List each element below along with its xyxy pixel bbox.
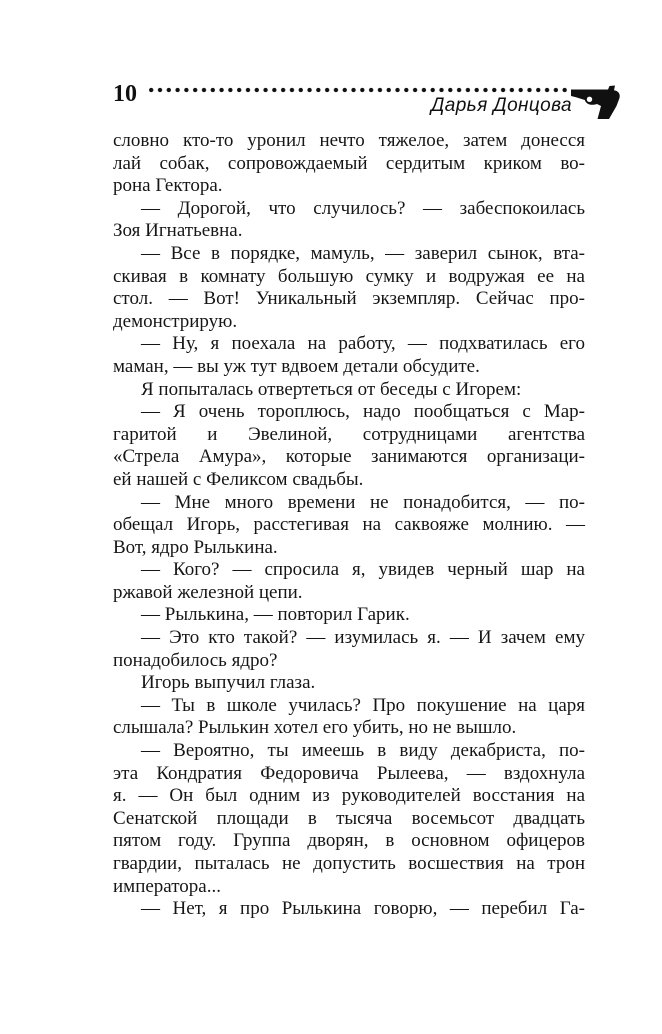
text-line: гаритой и Эвелиной, сотрудницами агентства	[113, 423, 585, 445]
text-line: понадобилось ядро?	[113, 649, 278, 671]
text-line: Игорь выпучил глаза.	[141, 672, 316, 694]
text-line: — Рылькина, — повторил Гарик.	[141, 604, 410, 626]
dotted-rule	[149, 87, 571, 93]
text-line: Зоя Игнатьевна.	[113, 220, 243, 242]
text-line: я. — Он был одним из руководителей восстания на	[113, 785, 585, 807]
text-line: — Все в порядке, мамуль, — заверил сынок, вта-	[141, 242, 585, 264]
revolver-gun-icon	[570, 84, 622, 121]
text-line: императора...	[113, 875, 221, 897]
text-line: ей нашей с Феликсом свадьбы.	[113, 468, 364, 490]
text-line: пятом году. Группа дворян, в основном офицеров	[113, 830, 585, 852]
text-line: Я попыталась отвертеться от беседы с Игорем:	[141, 378, 522, 400]
text-line: — Ну, я поехала на работу, — подхватилась его	[141, 333, 585, 355]
page-text	[113, 130, 585, 921]
text-line: словно кто-то уронил нечто тяжелое, затем донесся	[113, 130, 585, 151]
text-line: маман, — вы уж тут вдвоем детали обсудите.	[113, 355, 480, 377]
text-line: обещал Игорь, расстегивая на саквояже молнию. —	[113, 514, 585, 536]
text-line: — Кого? — спросила я, увидев черный шар на	[141, 559, 585, 581]
text-line: скивая в комнату большую сумку и водружая ее на	[113, 265, 585, 287]
text-line: Сенатской площади в тысяча восемьсот двадцать	[113, 807, 585, 829]
text-line: «Стрела Амура», которые занимаются организаци-	[113, 446, 585, 468]
text-line: — Это кто такой? — изумилась я. — И зачем ему	[141, 627, 585, 649]
page-number: 10	[113, 81, 137, 107]
text-line: — Вероятно, ты имеешь в виду декабриста, по-	[141, 740, 585, 762]
text-line: лай собак, сопровождаемый сердитым криком во-	[113, 152, 585, 174]
text-line: слышала? Рылькин хотел его убить, но не вышло.	[113, 717, 517, 739]
text-line: — Дорогой, что случилось? — забеспокоилась	[141, 197, 585, 219]
text-line: — Нет, я про Рылькина говорю, — перебил Га-	[141, 898, 585, 920]
text-line: — Я очень тороплюсь, надо пообщаться с Мар-	[141, 401, 585, 423]
running-head-author: Дарья Донцова	[430, 95, 572, 116]
text-line: рона Гектора.	[113, 175, 223, 197]
text-line: — Ты в школе училась? Про покушение на царя	[141, 694, 585, 716]
text-line: гвардии, пыталась не допустить восшествия на трон	[113, 853, 585, 874]
text-line: Вот, ядро Рылькина.	[113, 536, 278, 558]
text-line: — Мне много времени не понадобится, — по-	[141, 491, 585, 513]
text-line: ржавой железной цепи.	[113, 581, 303, 603]
text-line: стол. — Вот! Уникальный экземпляр. Сейчас про-	[113, 288, 585, 310]
text-line: эта Кондратия Федоровича Рылеева, — вздохнула	[113, 762, 585, 784]
text-line: демонстрирую.	[113, 310, 238, 332]
